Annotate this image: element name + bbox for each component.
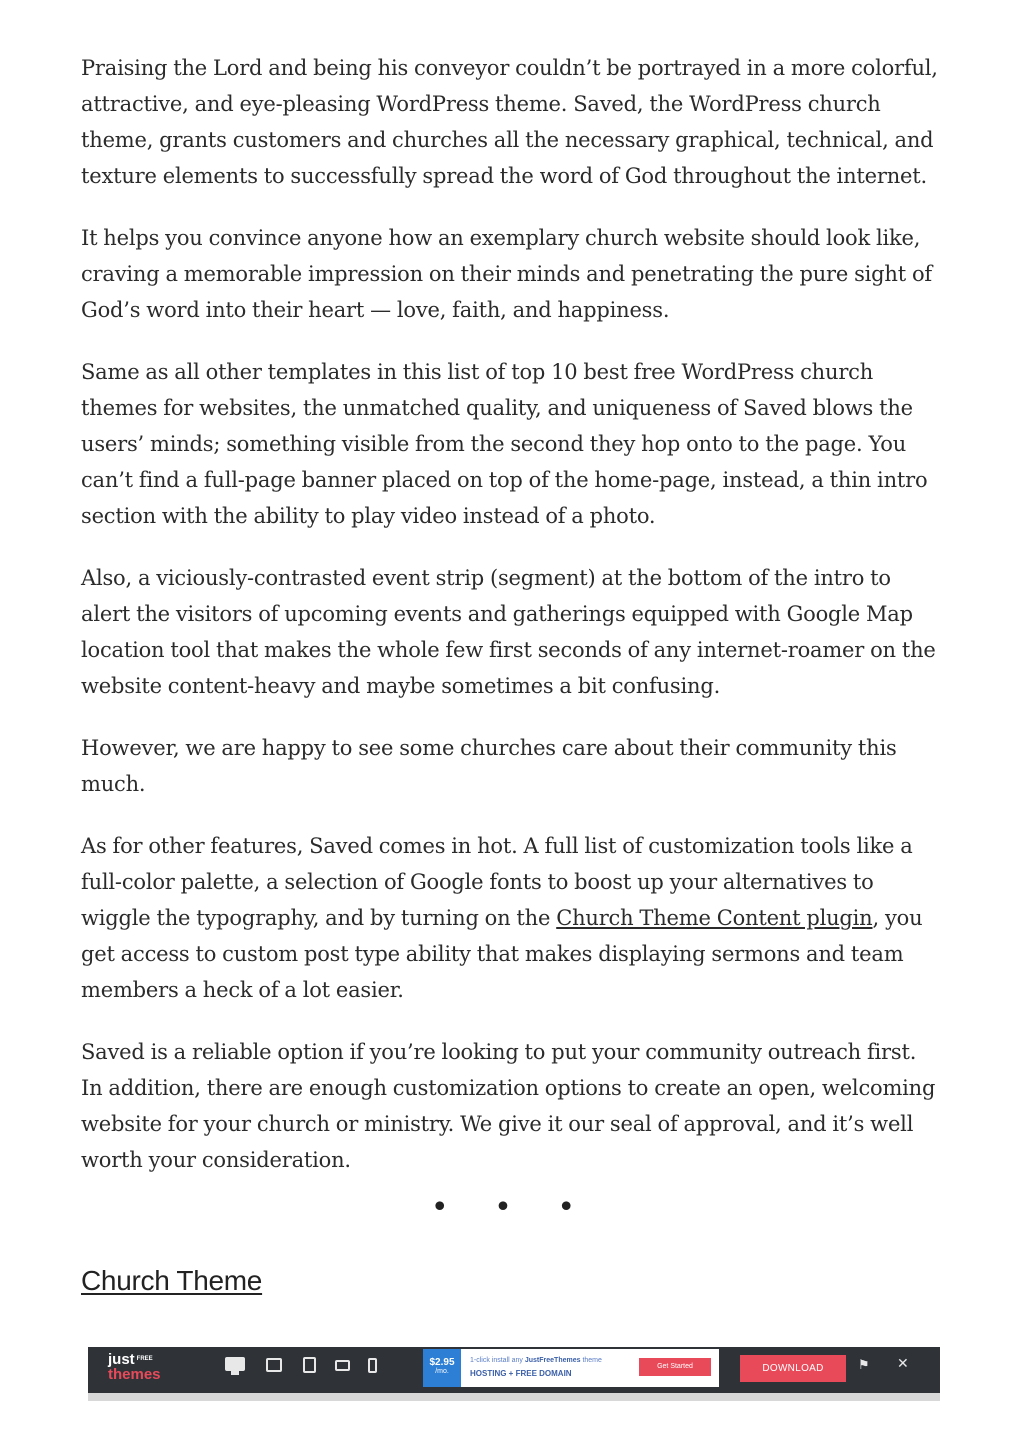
features-text-before: As for other features, Saved comes in hot. A full list of customization tools like a full-color palette, a selection of Google fonts to boost up your alternatives to wiggle the typography, and by turning on the: [81, 834, 913, 930]
church-theme-content-plugin-link[interactable]: Church Theme Content plugin: [556, 906, 873, 930]
theme-demo-toolbar: [88, 1347, 940, 1401]
promo-prefix: 1-click install any: [470, 1357, 525, 1364]
laptop-icon[interactable]: [266, 1358, 282, 1372]
logo-just-text: just: [108, 1351, 135, 1368]
price-amount: $2.95: [429, 1357, 455, 1368]
get-started-button[interactable]: Get Started: [639, 1358, 711, 1376]
paragraph-closing: Saved is a reliable option if you’re looking to put your community outreach first. In addition, there are enough customization options to create an open, welcoming website for your church or ministry. We give it our seal of approval, and it’s well worth your consideration.: [81, 1040, 936, 1172]
paragraph-uniqueness: Same as all other templates in this list of top 10 best free WordPress church themes for websites, the unmatched quality, and uniqueness of Saved blows the users’ minds; something visible from the second they hop onto to the page. You can’t find a full-page banner placed on top of the home-page, instead, a thin intro section with the ability to play video instead of a photo.: [81, 360, 928, 528]
paragraph-intro: Praising the Lord and being his conveyor couldn’t be portrayed in a more colorful, attractive, and eye-pleasing WordPress theme. Saved, the WordPress church theme, grants customers and churches all the necessary graphical, technical, and texture elements to successfully spread the word of God throughout the internet.: [81, 56, 938, 188]
section-heading: [81, 1265, 262, 1297]
desktop-icon[interactable]: [225, 1357, 245, 1371]
promo-line2: HOSTING + FREE DOMAIN: [470, 1369, 572, 1378]
download-button[interactable]: DOWNLOAD: [740, 1355, 846, 1382]
phone-icon[interactable]: [368, 1358, 377, 1373]
promo-suffix: theme: [580, 1357, 602, 1364]
logo-free-text: FREE: [136, 1356, 153, 1362]
paragraph-community: However, we are happy to see some churches care about their community this much.: [81, 736, 897, 796]
close-icon[interactable]: ✕: [897, 1356, 909, 1372]
desktop-stand-icon: [231, 1371, 239, 1375]
section-separator: • • •: [430, 1190, 594, 1225]
price-period: /mo.: [435, 1368, 449, 1375]
article-body: [81, 50, 943, 1204]
toolbar-bottom-strip: [88, 1393, 940, 1401]
logo-themes-text: themes: [108, 1366, 161, 1383]
flag-icon[interactable]: ⚑: [858, 1358, 870, 1373]
paragraph-features: [81, 828, 943, 1008]
hosting-promo-banner[interactable]: [461, 1349, 719, 1387]
paragraph-event-strip: Also, a viciously-contrasted event strip (segment) at the bottom of the intro to alert the visitors of upcoming events and gatherings equipped with Google Map location tool that makes the whole few first seconds of any internet-roamer on the website content-heavy and maybe sometimes a bit confusing.: [81, 566, 936, 698]
promo-line1: [470, 1357, 602, 1364]
features-text-after: , you get access to custom post type ability that makes displaying sermons and team members a heck of a lot easier.: [81, 906, 923, 1002]
church-theme-heading-link[interactable]: Church Theme: [81, 1265, 263, 1296]
tablet-icon[interactable]: [303, 1357, 316, 1373]
tablet-landscape-icon[interactable]: [335, 1360, 350, 1371]
paragraph-impression: It helps you convince anyone how an exemplary church website should look like, craving a memorable impression on their minds and penetrating the pure sight of God’s word into their heart — love, faith, and happiness.: [81, 226, 932, 322]
justfreethemes-logo[interactable]: [108, 1352, 161, 1382]
price-badge[interactable]: [423, 1349, 461, 1387]
promo-brand: JustFreeThemes: [524, 1357, 581, 1364]
